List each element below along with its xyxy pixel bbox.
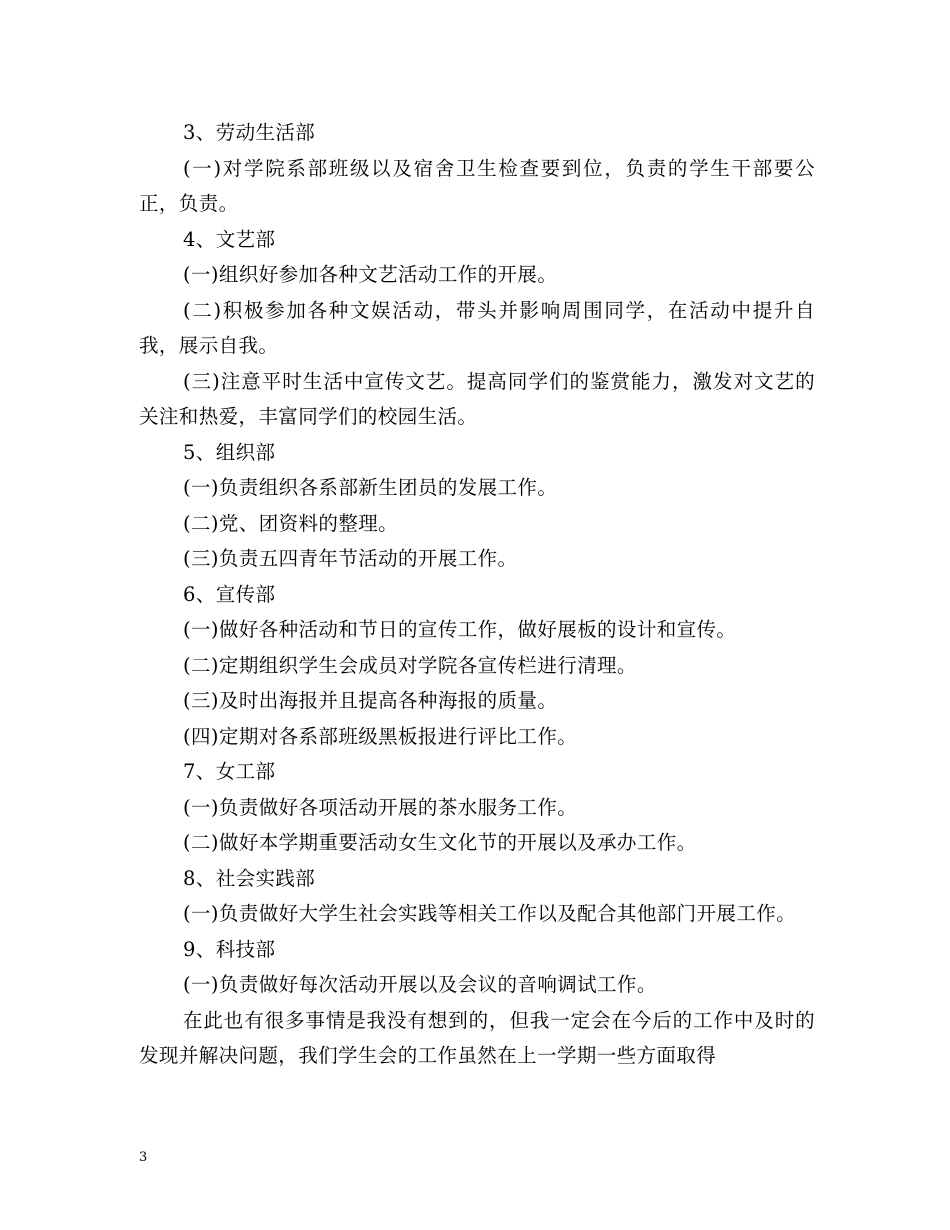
paragraph: (一)负责组织各系部新生团员的发展工作。	[183, 476, 558, 499]
document-body	[139, 115, 815, 1074]
section-heading-publicity: 6、宣传部	[183, 582, 276, 606]
section-heading-women: 7、女工部	[183, 760, 276, 783]
section-heading-labor: 3、劳动生活部	[183, 121, 316, 144]
closing-paragraph: 在此也有很多事情是我没有想到的，但我一定会在今后的工作中及时的发现并解决问题，我们学生会的工作虽然在上一学期一些方面取得	[139, 1008, 815, 1067]
page-number: 3	[139, 1150, 148, 1165]
paragraph: (一)负责做好大学生社会实践等相关工作以及配合其他部门开展工作。	[183, 902, 797, 925]
paragraph: (一)组织好参加各种文艺活动工作的开展。	[183, 263, 558, 286]
section-heading-organization: 5、组织部	[183, 440, 276, 464]
paragraph: (二)积极参加各种文娱活动，带头并影响周围同学，在活动中提升自我，展示自我。	[139, 298, 815, 357]
section-heading-social-practice: 8、社会实践部	[183, 866, 316, 890]
paragraph: (四)定期对各系部班级黑板报进行评比工作。	[183, 724, 578, 748]
paragraph: (二)做好本学期重要活动女生文化节的开展以及承办工作。	[183, 831, 697, 854]
paragraph: (三)及时出海报并且提高各种海报的质量。	[183, 689, 558, 712]
paragraph: (二)党、团资料的整理。	[183, 511, 399, 535]
section-heading-arts: 4、文艺部	[183, 227, 276, 251]
paragraph: (一)对学院系部班级以及宿舍卫生检查要到位，负责的学生干部要公正，负责。	[139, 156, 815, 215]
paragraph: (一)负责做好每次活动开展以及会议的音响调试工作。	[183, 973, 657, 996]
paragraph: (一)负责做好各项活动开展的茶水服务工作。	[183, 795, 578, 819]
paragraph: (三)注意平时生活中宣传文艺。提高同学们的鉴赏能力，激发对文艺的关注和热爱，丰富同学们的校园生活。	[139, 369, 815, 428]
section-heading-technology: 9、科技部	[183, 937, 276, 961]
paragraph: (二)定期组织学生会成员对学院各宣传栏进行清理。	[183, 653, 637, 677]
paragraph: (一)做好各种活动和节日的宣传工作，做好展板的设计和宣传。	[183, 618, 737, 641]
paragraph: (三)负责五四青年节活动的开展工作。	[183, 547, 518, 570]
